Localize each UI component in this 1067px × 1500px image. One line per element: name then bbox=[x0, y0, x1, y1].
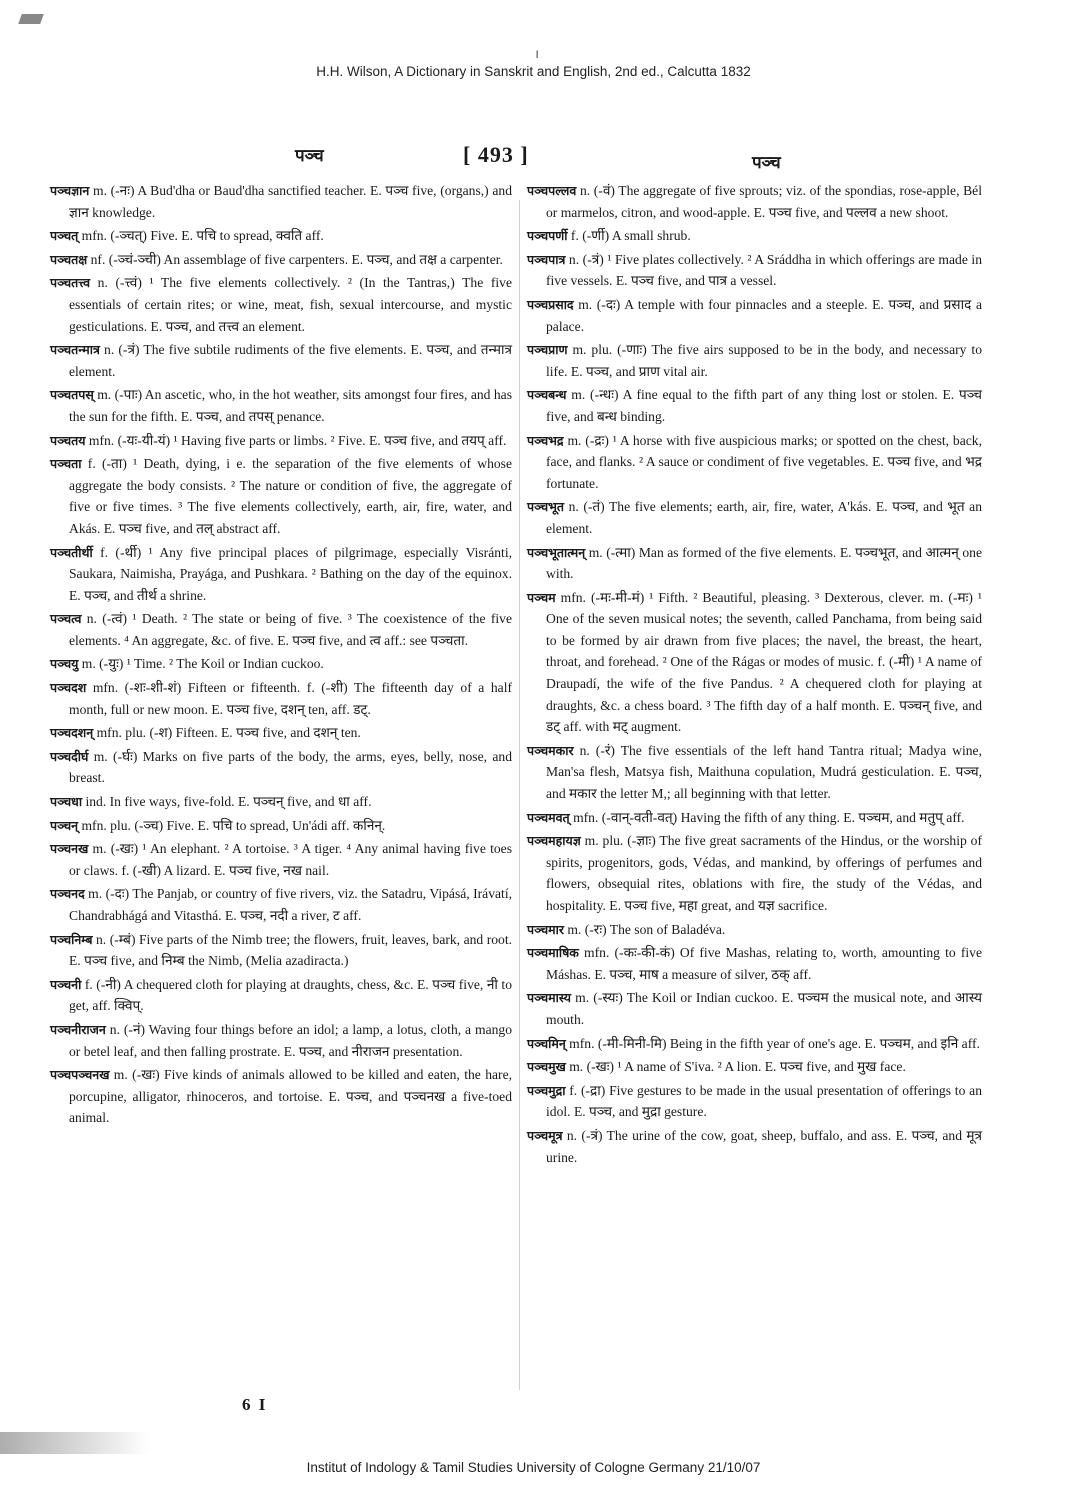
entry-definition: ind. In five ways, five-fold. E. पञ्चन् five, and धा aff. bbox=[82, 794, 372, 810]
entry-headword: पञ्चप्रसाद bbox=[527, 296, 574, 312]
entry-headword: पञ्चमास्य bbox=[527, 990, 571, 1006]
dictionary-entry bbox=[50, 653, 512, 675]
dictionary-entry bbox=[527, 430, 982, 495]
entry-definition: m. (-युः) ¹ Time. ² The Koil or Indian cuckoo. bbox=[78, 656, 324, 672]
entry-headword: पञ्चपर्णी bbox=[527, 228, 568, 244]
entry-definition: mfn. plu. (-ञ्च) Five. E. पचि to spread, Un'ádi aff. कनिन्. bbox=[78, 817, 386, 833]
dictionary-entry bbox=[50, 249, 512, 271]
dictionary-entry bbox=[50, 542, 512, 607]
dictionary-entry bbox=[50, 791, 512, 813]
entry-headword: पञ्चमवत् bbox=[527, 809, 570, 825]
entry-headword: पञ्चता bbox=[50, 456, 82, 472]
entry-definition: n. (-त्त्वं) ¹ The five elements collectively. ² (In the Tantras,) The five essentials of certain rites; or wine, meat, fish, sexual intercourse, and mystic gesticulations. E. पञ्च, and तत्त्व an element. bbox=[69, 275, 512, 334]
dictionary-entry bbox=[50, 1019, 512, 1062]
entry-headword: पञ्चत्व bbox=[50, 611, 82, 627]
entry-headword: पञ्चमकार bbox=[527, 742, 574, 758]
dictionary-entry bbox=[527, 249, 982, 292]
dictionary-entry bbox=[50, 180, 512, 223]
entry-headword: पञ्चपल्लव bbox=[527, 183, 577, 198]
entry-headword: पञ्चनद bbox=[50, 886, 85, 902]
entry-definition: m. (-दः) A temple with four pinnacles and a steeple. E. पञ्च, and प्रसाद a palace. bbox=[546, 296, 982, 334]
source-header: H.H. Wilson, A Dictionary in Sanskrit and English, 2nd ed., Calcutta 1832 bbox=[316, 64, 751, 79]
entry-headword: पञ्चपञ्चनख bbox=[50, 1067, 110, 1083]
entry-headword: पञ्चतत्त्व bbox=[50, 275, 91, 291]
entry-headword: पञ्चपात्र bbox=[527, 251, 566, 267]
entry-definition: nf. (-ञ्चं-ञ्ची) An assemblage of five carpenters. E. पञ्च, and तक्ष a carpenter. bbox=[87, 251, 503, 267]
entry-definition: m. (-पाः) An ascetic, who, in the hot weather, sits amongst four fires, and has the sun for the fifth. E. पञ्च, and तपस् penance. bbox=[69, 387, 512, 424]
entry-definition: n. (-त्रं) The urine of the cow, goat, sheep, buffalo, and ass. E. पञ्च, and मूत्र urine. bbox=[546, 1127, 982, 1165]
entry-headword: पञ्चदीर्घ bbox=[50, 748, 89, 764]
entry-definition: m. (-द्रः) ¹ A horse with five auspicious marks; or spotted on the chest, back, face, and flanks. ² A sauce or condiment of five vegetables. E. पञ्च five, and भद्र fortunate. bbox=[546, 432, 982, 491]
entry-headword: पञ्चमाषिक bbox=[527, 945, 579, 961]
dictionary-entry bbox=[50, 272, 512, 337]
dictionary-entry bbox=[50, 453, 512, 539]
entry-definition: n. (-वं) The aggregate of five sprouts; viz. of the spondias, rose-apple, Bél or marmelos, citron, and wood-apple. E. पञ्च five, and पल्लव a new shoot. bbox=[546, 183, 982, 220]
entry-headword: पञ्चज्ञान bbox=[50, 183, 90, 198]
page-number: [ 493 ] bbox=[463, 142, 529, 167]
entry-definition: m. (-नः) A Bud'dha or Baud'dha sanctified teacher. E. पञ्च five, (organs,) and ज्ञान knowledge. bbox=[69, 183, 512, 220]
entry-headword: पञ्चनिम्ब bbox=[50, 931, 93, 947]
entry-headword: पञ्चबन्ध bbox=[527, 387, 567, 403]
entry-headword: पञ्चमार bbox=[527, 921, 564, 937]
entry-definition: f. (-नी) A chequered cloth for playing at draughts, chess, &c. E. पञ्च five, नी to get, aff. क्विप्. bbox=[69, 976, 512, 1014]
entry-headword: पञ्चभद्र bbox=[527, 432, 564, 448]
entry-definition: f. (-र्थी) ¹ Any five principal places of pilgrimage, especially Visránti, Saukara, Naimisha, Prayága, and Pushkara. ² Bathing on the day of the equinox. E. पञ्च, and तीर्थ a shrine. bbox=[69, 544, 512, 603]
entry-headword: पञ्चमुद्रा bbox=[527, 1082, 566, 1098]
entry-headword: पञ्चभूतात्मन् bbox=[527, 544, 586, 560]
dictionary-entry bbox=[50, 608, 512, 651]
dictionary-entry bbox=[527, 1080, 982, 1123]
entry-headword: पञ्चन् bbox=[50, 817, 79, 833]
entry-definition: m. (-खः) ¹ An elephant. ² A tortoise. ³ A tiger. ⁴ Any animal having five toes or claws. f. (-खी) A lizard. E. पञ्च five, नख nail. bbox=[69, 841, 512, 878]
entry-headword: पञ्चमूत्र bbox=[527, 1127, 563, 1143]
dictionary-entry bbox=[527, 942, 982, 985]
entry-definition: m. (-दः) The Panjab, or country of five rivers, viz. the Satadru, Vipásá, Irávatí, Chandrabhágá and Vitasthá. E. पञ्च, नदी a river, ट aff. bbox=[69, 886, 512, 923]
entry-definition: n. (-त्रं) The five subtile rudiments of the five elements. E. पञ्च, and तन्मात्र element. bbox=[69, 342, 512, 379]
entry-headword: पञ्चतीर्थी bbox=[50, 544, 93, 560]
entry-definition: mfn. (-कः-की-कं) Of five Mashas, relating to, worth, amounting to five Máshas. E. पञ्च, माष a measure of silver, ठक् aff. bbox=[546, 945, 982, 982]
dictionary-entry bbox=[50, 815, 512, 837]
entry-headword: पञ्चतय bbox=[50, 432, 86, 448]
entry-definition: mfn. (-मः-मी-मं) ¹ Fifth. ² Beautiful, pleasing. ³ Dexterous, clever. m. (-मः) ¹ One of the seven musical notes; the seventh, called Panchama, from being said to be formed by air drawn from five places; the navel, the breast, the heart, throat, and forehead. ² One of the Rágas or modes of music. f. (-मी) ¹ A name of Draupadí, the wife of the five Pandus. ² A chequered cloth for playing at draughts, &c. a chess board. ³ The fifth day of a half month. E. पञ्चन् five, and डट् aff. with मट् augment. bbox=[546, 589, 982, 735]
entry-headword: पञ्चनी bbox=[50, 976, 82, 992]
dictionary-entry bbox=[50, 722, 512, 744]
entry-definition: m. (-खः) Five kinds of animals allowed to be killed and eaten, the hare, porcupine, alligator, rhinoceros, and tortoise. E. पञ्च, and पञ्चनख a five-toed animal. bbox=[69, 1067, 512, 1126]
entry-headword: पञ्चनख bbox=[50, 841, 89, 857]
entry-definition: mfn. (-यः-यी-यं) ¹ Having five parts or limbs. ² Five. E. पञ्च five, and तयप् aff. bbox=[85, 432, 507, 448]
entry-headword: पञ्चयु bbox=[50, 656, 79, 672]
dictionary-entry bbox=[527, 1033, 982, 1055]
entry-headword: पञ्चदश bbox=[50, 680, 87, 696]
entry-headword: पञ्चमुख bbox=[527, 1059, 566, 1075]
dictionary-entry bbox=[50, 838, 512, 881]
entry-definition: n. (-नं) Waving four things before an idol; a lamp, a lotus, cloth, a mango or betel leaf, and then falling prostrate. E. पञ्च, and नीराजन presentation. bbox=[69, 1021, 512, 1059]
entry-definition: mfn. (-मी-मिनी-मि) Being in the fifth year of one's age. E. पञ्चम, and इनि aff. bbox=[565, 1035, 980, 1051]
entry-definition: f. (-द्रा) Five gestures to be made in the usual presentation of offerings to an idol. E. पञ्च, and मुद्रा gesture. bbox=[546, 1082, 982, 1120]
entry-definition: mfn. (-ञ्चत्) Five. E. पचि to spread, क्वति aff. bbox=[78, 228, 324, 244]
dictionary-entry bbox=[527, 987, 982, 1030]
right-column bbox=[527, 180, 982, 1170]
dictionary-entry bbox=[527, 180, 982, 223]
entry-definition: m. (-त्मा) Man as formed of the five elements. E. पञ्चभूत, and आत्मन् one with. bbox=[546, 544, 982, 582]
entry-headword: पञ्चतपस् bbox=[50, 387, 94, 403]
entry-headword: पञ्चधा bbox=[50, 794, 83, 810]
dictionary-entry bbox=[527, 496, 982, 539]
dictionary-entry bbox=[50, 384, 512, 427]
entry-headword: पञ्चदशन् bbox=[50, 725, 94, 741]
scan-smudge bbox=[18, 14, 44, 24]
entry-definition: m. plu. (-णाः) The five airs supposed to be in the body, and necessary to life. E. पञ्च, and प्राण vital air. bbox=[546, 342, 982, 379]
dictionary-entry bbox=[50, 225, 512, 247]
entry-definition: m. (-खः) ¹ A name of S'iva. ² A lion. E. पञ्च five, and मुख face. bbox=[565, 1059, 906, 1075]
entry-headword: पञ्चम bbox=[527, 589, 556, 605]
dictionary-entry bbox=[50, 974, 512, 1017]
dictionary-entry bbox=[527, 587, 982, 738]
dictionary-entry bbox=[527, 740, 982, 805]
dictionary-entry bbox=[50, 746, 512, 789]
entry-definition: n. (-त्रं) ¹ Five plates collectively. ² A Sráddha in which offerings are made in five vessels. E. पञ्च five, and पात्र a vessel. bbox=[546, 251, 982, 289]
entry-headword: पञ्चमहायज्ञ bbox=[527, 833, 581, 849]
entry-headword: पञ्चनीराजन bbox=[50, 1021, 106, 1037]
scan-mark: l bbox=[536, 50, 539, 61]
entry-definition: m. plu. (-ज्ञाः) The five great sacraments of the Hindus, or the worship of spirits, progenitors, gods, Védas, and mankind, by offerings of perfumes and flowers, obsequial rites, oblations with fire, the study of the Védas, and hospitality. E. पञ्च five, महा great, and यज्ञ sacrifice. bbox=[546, 833, 982, 913]
dictionary-entry bbox=[50, 339, 512, 382]
entry-definition: f. (-ता) ¹ Death, dying, i e. the separation of the five elements of whose aggregate the body consists. ² The nature or condition of five, the aggregate of five or five times. ³ The five elements collectively, earth, air, fire, water, and Akás. E. पञ्च five, and तल् abstract aff. bbox=[69, 456, 512, 536]
dictionary-entry bbox=[527, 225, 982, 247]
entry-definition: n. (-रं) The five essentials of the left hand Tantra ritual; Madya wine, Man'sa flesh, Matsya fish, Maithuna copulation, Mudrá gesticulation. E. पञ्च, and मकार the letter M,; all beginning with that letter. bbox=[546, 742, 982, 802]
dictionary-entry bbox=[50, 929, 512, 972]
signature-mark: 6 I bbox=[242, 1395, 268, 1414]
guide-word-left: पञ्च bbox=[295, 146, 324, 166]
left-column bbox=[50, 180, 512, 1131]
entry-definition: mfn. plu. (-श) Fifteen. E. पञ्च five, and दशन् ten. bbox=[93, 725, 361, 741]
footer-credit: Institut of Indology & Tamil Studies University of Cologne Germany 21/10/07 bbox=[306, 1460, 761, 1475]
entry-definition: m. (-र्घः) Marks on five parts of the body, the arms, eyes, belly, nose, and breast. bbox=[69, 748, 512, 786]
guide-word-right: पञ्च bbox=[752, 153, 781, 173]
entry-headword: पञ्चतक्ष bbox=[50, 251, 88, 267]
entry-definition: m. (-रः) The son of Baladéva. bbox=[563, 921, 726, 937]
dictionary-entry bbox=[527, 294, 982, 337]
dictionary-entry bbox=[527, 1056, 982, 1078]
entry-definition: n. (-तं) The five elements; earth, air, fire, water, A'kás. E. पञ्च, and भूत an element. bbox=[546, 499, 982, 536]
column-divider bbox=[519, 200, 520, 1390]
dictionary-entry bbox=[527, 1125, 982, 1168]
dictionary-entry bbox=[50, 677, 512, 720]
entry-definition: mfn. (-शः-शी-शं) Fifteen or fifteenth. f. (-शी) The fifteenth day of a half month, full or new moon. E. पञ्च five, दशन् ten, aff. डट्. bbox=[69, 680, 512, 717]
dictionary-entry bbox=[50, 883, 512, 926]
scan-smudge bbox=[0, 1432, 150, 1454]
dictionary-entry bbox=[527, 919, 982, 941]
entry-headword: पञ्चतन्मात्र bbox=[50, 342, 100, 358]
entry-headword: पञ्चप्राण bbox=[527, 342, 568, 358]
entry-definition: mfn. (-वान्-वती-वत्) Having the fifth of any thing. E. पञ्चम, and मतुप् aff. bbox=[569, 809, 965, 825]
entry-headword: पञ्चभूत bbox=[527, 499, 565, 515]
entry-headword: पञ्चत् bbox=[50, 228, 79, 244]
dictionary-entry bbox=[527, 542, 982, 585]
dictionary-entry bbox=[527, 339, 982, 382]
dictionary-entry bbox=[527, 807, 982, 829]
entry-definition: m. (-स्यः) The Koil or Indian cuckoo. E. पञ्चम the musical note, and आस्य mouth. bbox=[546, 990, 982, 1027]
dictionary-entry bbox=[50, 1064, 512, 1129]
entry-definition: n. (-त्वं) ¹ Death. ² The state or being of five. ³ The coexistence of the five elements. ⁴ An aggregate, &c. of five. E. पञ्च five, and त्व aff.: see पञ्चता. bbox=[69, 611, 512, 648]
entry-headword: पञ्चमिन् bbox=[527, 1035, 566, 1051]
dictionary-entry bbox=[50, 430, 512, 452]
entry-definition: m. (-न्धः) A fine equal to the fifth part of any thing lost or stolen. E. पञ्च five, and बन्ध binding. bbox=[546, 387, 982, 424]
dictionary-entry bbox=[527, 830, 982, 916]
entry-definition: n. (-म्बं) Five parts of the Nimb tree; the flowers, fruit, leaves, bark, and root. E. पञ्च five, and निम्ब the Nimb, (Melia azadiracta.) bbox=[69, 931, 512, 969]
entry-definition: f. (-र्णी) A small shrub. bbox=[567, 228, 691, 244]
dictionary-entry bbox=[527, 384, 982, 427]
